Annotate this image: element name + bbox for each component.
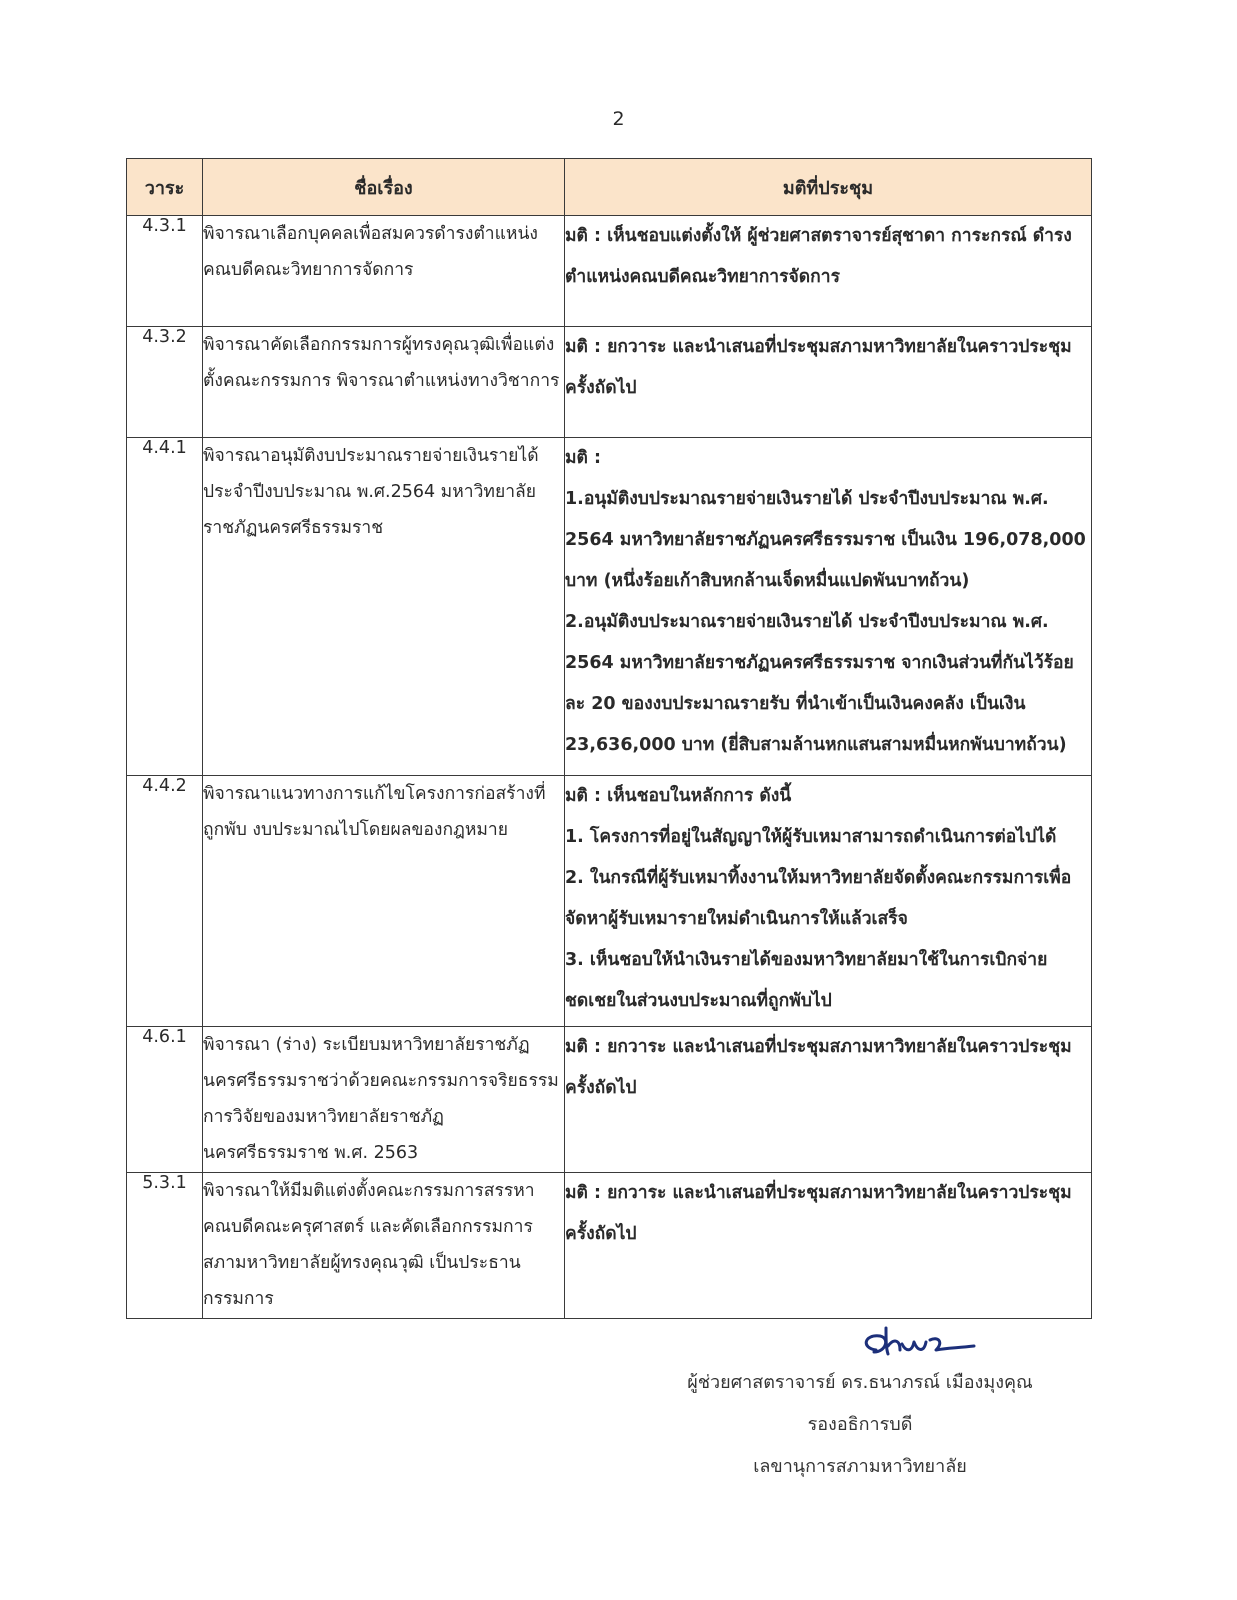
resolution-text: มติ : เห็นชอบแต่งตั้งให้ ผู้ช่วยศาสตราจารย์สุชาดา การะกรณ์ ดำรงตำแหน่งคณบดีคณะวิทยาการจัดการ (565, 226, 1072, 287)
agenda-number: 4.3.2 (127, 327, 203, 438)
resolution-text: มติ : ยกวาระ และนำเสนอที่ประชุมสภามหาวิทยาลัยในคราวประชุมครั้งถัดไป (565, 1037, 1072, 1098)
signatory-name: ผู้ช่วยศาสตราจารย์ ดร.ธนาภรณ์ เมืองมุงคุณ (687, 1372, 1033, 1393)
table-row (127, 216, 1092, 327)
resolution-text: มติ : ยกวาระ และนำเสนอที่ประชุมสภามหาวิทยาลัยในคราวประชุมครั้งถัดไป (565, 337, 1072, 398)
resolution-text: มติ : ยกวาระ และนำเสนอที่ประชุมสภามหาวิทยาลัยในคราวประชุมครั้งถัดไป (565, 1183, 1072, 1244)
agenda-number: 4.4.1 (127, 438, 203, 776)
agenda-number: 4.3.1 (127, 216, 203, 327)
agenda-resolution (565, 327, 1092, 438)
agenda-resolution (565, 1027, 1092, 1173)
table-row (127, 776, 1092, 1027)
agenda-title: พิจารณาให้มีมติแต่งตั้งคณะกรรมการสรรหาคณบดีคณะครุศาสตร์ และคัดเลือกกรรมการสภามหาวิทยาลัยผู้ทรงคุณวุฒิ เป็นประธานกรรมการ (203, 1173, 565, 1319)
table-row (127, 1173, 1092, 1319)
agenda-title: พิจารณาแนวทางการแก้ไขโครงการก่อสร้างที่ถูกพับ งบประมาณไปโดยผลของกฎหมาย (203, 776, 565, 1027)
agenda-resolution (565, 216, 1092, 327)
resolution-text: มติ : เห็นชอบในหลักการ ดังนี้ (565, 786, 792, 806)
signature-block (600, 1318, 1120, 1488)
signatory-position: รองอธิการบดี (807, 1414, 913, 1435)
agenda-number: 4.6.1 (127, 1027, 203, 1173)
agenda-title: พิจารณา (ร่าง) ระเบียบมหาวิทยาลัยราชภัฏนครศรีธรรมราชว่าด้วยคณะกรรมการจริยธรรมการวิจัยของมหาวิทยาลัยราชภัฏนครศรีธรรมราช พ.ศ. 2563 (203, 1027, 565, 1173)
resolution-text: มติ : (565, 448, 601, 468)
signatory-role: เลขานุการสภามหาวิทยาลัย (753, 1456, 967, 1477)
agenda-title: พิจารณาคัดเลือกกรรมการผู้ทรงคุณวุฒิเพื่อแต่งตั้งคณะกรรมการ พิจารณาตำแหน่งทางวิชาการ (203, 327, 565, 438)
agenda-title: พิจารณาเลือกบุคคลเพื่อสมควรดำรงตำแหน่งคณบดีคณะวิทยาการจัดการ (203, 216, 565, 327)
table-row (127, 1027, 1092, 1173)
table-row (127, 438, 1092, 776)
table-header-row (127, 159, 1092, 216)
resolution-text: 1.อนุมัติงบประมาณรายจ่ายเงินรายได้ ประจำปีงบประมาณ พ.ศ. 2564 มหาวิทยาลัยราชภัฏนครศรีธรรมราช เป็นเงิน 196,078,000 บาท (หนึ่งร้อยเก้าสิบหกล้านเจ็ดหมื่นแปดพันบาทถ้วน) (565, 489, 1086, 591)
header-title: ชื่อเรื่อง (203, 159, 565, 216)
agenda-resolution (565, 438, 1092, 776)
resolution-text: 2. ในกรณีที่ผู้รับเหมาทิ้งงานให้มหาวิทยาลัยจัดตั้งคณะกรรมการเพื่อจัดหาผู้รับเหมารายใหม่ดำเนินการให้แล้วเสร็จ (565, 868, 1072, 929)
page-number: 2 (612, 108, 625, 130)
header-agenda: วาระ (127, 159, 203, 216)
resolution-text: 2.อนุมัติงบประมาณรายจ่ายเงินรายได้ ประจำปีงบประมาณ พ.ศ. 2564 มหาวิทยาลัยราชภัฏนครศรีธรรมราช จากเงินส่วนที่กันไว้ร้อยละ 20 ของงบประมาณรายรับ ที่นำเข้าเป็นเงินคงคลัง เป็นเงิน 23,636,000 บาท (ยี่สิบสามล้านหกแสนสามหมื่นหกพันบาทถ้วน) (565, 612, 1074, 755)
table-row (127, 327, 1092, 438)
agenda-resolution (565, 1173, 1092, 1319)
resolution-text: 1. โครงการที่อยู่ในสัญญาให้ผู้รับเหมาสามารถดำเนินการต่อไปได้ (565, 827, 1057, 847)
agenda-resolution (565, 776, 1092, 1027)
agenda-number: 4.4.2 (127, 776, 203, 1027)
header-resolution: มติที่ประชุม (565, 159, 1092, 216)
resolution-text: 3. เห็นชอบให้นำเงินรายได้ของมหาวิทยาลัยมาใช้ในการเบิกจ่ายชดเชยในส่วนงบประมาณที่ถูกพับไป (565, 950, 1048, 1011)
agenda-number: 5.3.1 (127, 1173, 203, 1319)
resolutions-table (126, 158, 1092, 1319)
agenda-title: พิจารณาอนุมัติงบประมาณรายจ่ายเงินรายได้ประจำปีงบประมาณ พ.ศ.2564 มหาวิทยาลัยราชภัฏนครศรีธรรมราช (203, 438, 565, 776)
